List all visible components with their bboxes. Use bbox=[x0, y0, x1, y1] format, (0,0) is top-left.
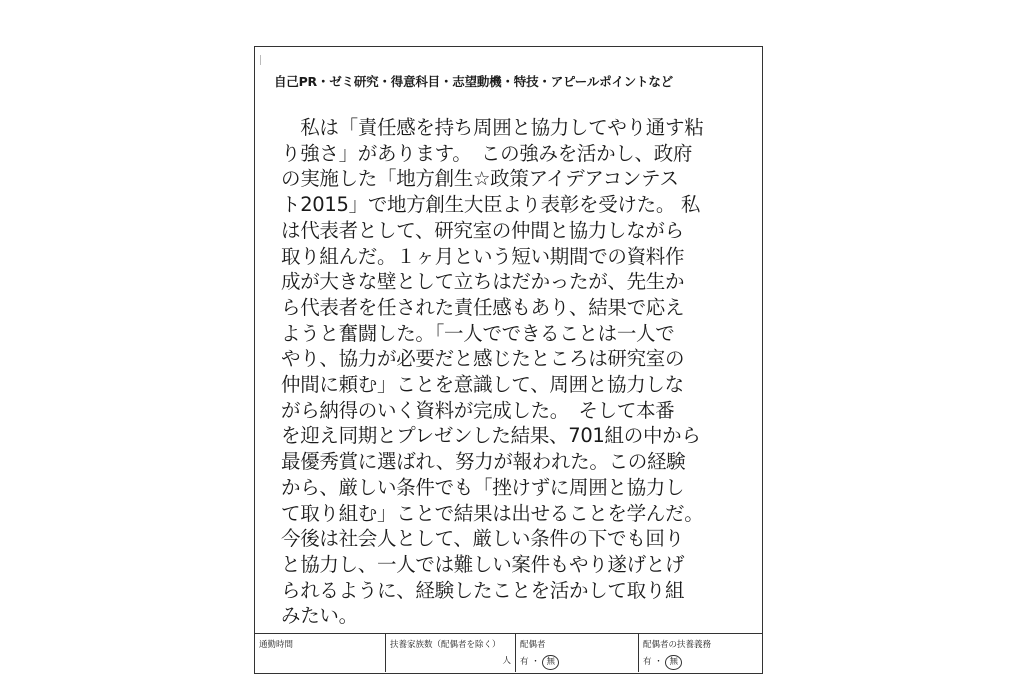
pr-line: 成が大きな壁として立ちはだかったが、先生か bbox=[281, 270, 685, 294]
dependents-cell[interactable] bbox=[386, 634, 516, 672]
section-header: 自己PR・ゼミ研究・得意科目・志望動機・特技・アピールポイントなど bbox=[274, 74, 673, 89]
spouse-no-option-circled[interactable]: 無 bbox=[542, 655, 559, 670]
pr-line: ト2015」で地方創生大臣より表彰を受けた。 私 bbox=[281, 193, 701, 217]
pr-line: ようと奮闘した。「一人でできることは一人で bbox=[281, 321, 675, 345]
pr-line: 仲間に頼む」ことを意識して、周囲と協力しな bbox=[281, 373, 684, 397]
spouse-cell[interactable] bbox=[516, 634, 639, 672]
commute-cell[interactable] bbox=[255, 634, 386, 672]
pr-line: ら代表者を任された責任感もあり、結果で応え bbox=[281, 295, 685, 319]
spouse-yes-option[interactable]: 有 bbox=[520, 657, 529, 667]
pr-line: と協力し、一人では難しい案件もやり遂げとげ bbox=[281, 552, 685, 576]
dependents-unit: 人 bbox=[502, 656, 511, 666]
spouse-label: 配偶者 bbox=[520, 640, 546, 650]
pr-line: 私は「責任感を持ち周囲と協力してやり通す粘 bbox=[281, 116, 704, 139]
spouse-support-label: 配偶者の扶養義務 bbox=[643, 640, 712, 650]
pr-line: 取り組んだ。１ヶ月という短い期間での資料作 bbox=[281, 244, 685, 268]
spouse-options bbox=[520, 655, 559, 670]
spouse-support-no-option-circled[interactable]: 無 bbox=[665, 655, 682, 670]
pr-line: られるように、経験したことを活かして取り組 bbox=[281, 578, 685, 602]
option-separator: ・ bbox=[531, 657, 540, 667]
resume-pr-section bbox=[254, 46, 763, 674]
pr-line: やり、協力が必要だと感じたところは研究室の bbox=[281, 347, 685, 371]
corner-mark bbox=[260, 55, 261, 65]
spouse-support-options bbox=[643, 655, 682, 670]
option-separator: ・ bbox=[654, 657, 663, 667]
pr-line: から、厳しい条件でも「挫けずに周囲と協力し bbox=[281, 475, 685, 499]
pr-line: て取り組む」ことで結果は出せることを学んだ。 bbox=[281, 501, 704, 525]
footer-table bbox=[255, 633, 762, 673]
commute-label: 通勤時間 bbox=[259, 640, 294, 650]
pr-line: の実施した「地方創生☆政策アイデアコンテス bbox=[281, 167, 679, 191]
pr-line: 今後は社会人として、厳しい条件の下でも回り bbox=[281, 527, 684, 551]
pr-line: は代表者として、研究室の仲間と協力しながら bbox=[281, 218, 684, 242]
pr-line: がら納得のいく資料が完成した。 そして本番 bbox=[281, 398, 675, 422]
pr-line: を迎え同期とプレゼンした結果、701組の中から bbox=[281, 424, 701, 448]
pr-body bbox=[281, 115, 741, 629]
spouse-support-cell[interactable] bbox=[639, 634, 762, 672]
pr-line: り強さ」があります。 この強みを活かし、政府 bbox=[281, 141, 693, 165]
spouse-support-yes-option[interactable]: 有 bbox=[643, 657, 652, 667]
pr-line: みたい。 bbox=[281, 604, 358, 628]
dependents-label: 扶養家族数（配偶者を除く） bbox=[390, 640, 501, 650]
pr-line: 最優秀賞に選ばれ、努力が報われた。この経験 bbox=[281, 450, 686, 474]
